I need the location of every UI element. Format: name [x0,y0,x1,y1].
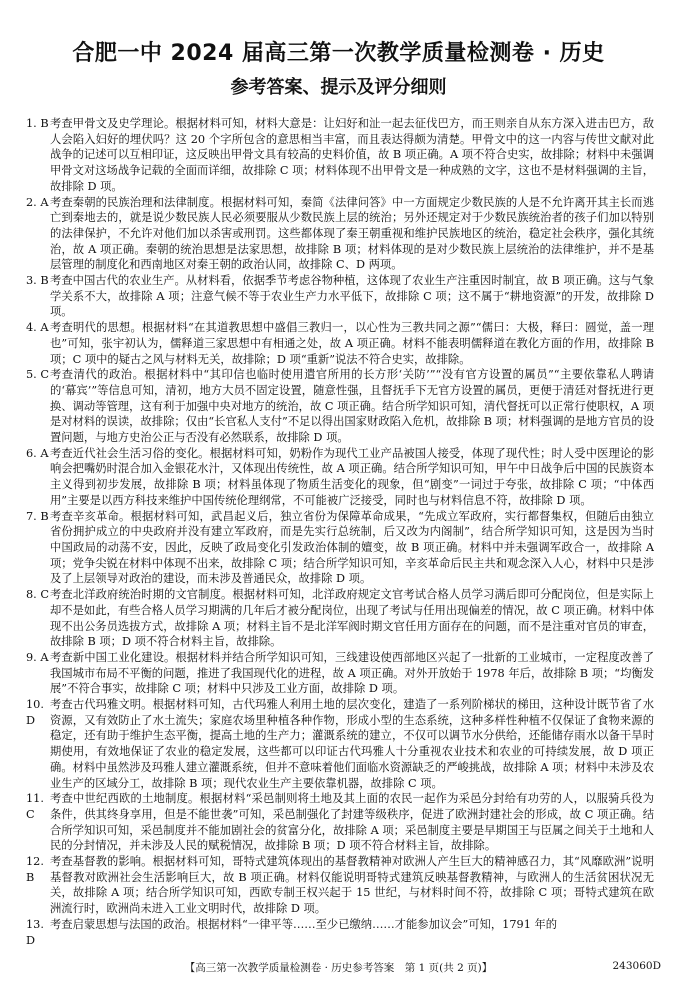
answer-item [26,917,654,946]
answer-number: 11. C [26,792,44,821]
answer-text: 考查甲骨文及史学理论。根据材料可知，材料大意是：让妇好和沚一起去征伐巴方，而王则亲自从东方深入进击巴方，敌人会陷入妇好的埋伏吗？这 20 个字所包含的意思相当丰富，而且表达得颇为清楚。甲骨文中的这一内容与传世文献对此战争的记述可以互相印证，这反映出甲骨文具有较高的史料价值，故 B 项正确。A 项不符合史实，故排除；材料中未强调甲骨文对这场战争记载的全面而详细，故排除 C 项；材料体现不出甲骨文是一种成熟的文字，这也不是材料强调的主旨，故排除 D 项。 [50,117,654,193]
answer-number: 12. B [26,855,44,884]
answer-item [26,320,654,367]
answer-number: 4. A [26,321,49,335]
answer-item [26,116,654,195]
answer-number: 8. C [26,588,50,602]
answer-number: 13. D [26,917,44,946]
answer-text: 考查中世纪西欧的土地制度。根据材料“采邑制则将土地及其上面的农民一起作为采邑分封给有功劳的人，以服骑兵役为条件，供其终身享用，但是不能世袭”可知，采邑制强化了封建等级秩序，促进了欧洲封建社会的形成，故 C 项正确。结合所学知识可知，采邑制度并不能加剧社会的贫富分化，故排除 A 项；采邑制度主要是早期国王与臣属之间关于土地和人民的分封情况，并未涉及人民的赋税情况，故排除 B 项；D 项不符合材料主旨，故排除。 [50,792,654,853]
page-subtitle: 参考答案、提示及评分细则 [230,77,447,98]
answer-number: 9. A [26,650,49,664]
answer-number: 5. C [26,368,50,382]
answer-text: 考查辛亥革命。根据材料可知，武昌起义后，独立省份为保障革命成果，“先成立军政府，实行都督集权，但随后由独立省份拥护成立的中央政府并没有建立军政府，而是先实行总统制，后又改为内阁制”，结合所学知识可知，这是因为当时中国政局的动荡不安，因此，反映了政局变化引发政治体制的嬗变，故 B 项正确。材料中并未强调军政合一，故排除 A 项；党争尖锐在材料中体现不出来，故排除 C 项；结合所学知识可知，辛亥革命后民主共和观念深入人心，材料中只是涉及了上层领导对政治的建设，而未涉及普通民众，故排除 D 项。 [50,509,654,586]
answer-item [26,650,654,697]
footer-code: 243060D [612,960,661,972]
answer-text: 考查启蒙思想与法国的政治。根据材料“一律平等……至少已缴纳……才能参加议会”可知，1791 年的 [50,917,558,931]
answer-item [26,273,654,320]
answer-text: 考查明代的思想。根据材料“在其道教思想中盛倡三教归一，以心性为三教共同之源”“儒曰：大极，释曰：圆觉，盖一理也”可知，张宇初认为，儒释道三家思想中有相通之处，故 A 项正确。材料不能表明儒释道在教化方面的作用，故排除 B 项；C 项中的疑古之风与材料无关，故排除；D 项“重新”说法不符合史实，故排除。 [50,321,654,366]
answer-item [26,195,654,274]
answer-list [26,116,654,946]
answer-number: 3. B [26,274,49,288]
answer-item [26,587,654,650]
answer-text: 考查近代社会生活习俗的变化。根据材料可知，奶粉作为现代工业产品被国人接受，体现了现代性；时人受中医理论的影响会把嘴奶时混合加入金银花水汁，又体现出传统性，故 A 项正确。结合所学知识可知，甲午中日战争后中国的民族资本主义得到初步发展，故排除 B 项；材料虽体现了物质生活变化的现象，但“剧变”一词过于夸张，故排除 C 项；“中体西用”主要是以西方科技来维护中国传统伦理纲常，不可能被广泛接受，同时也与材料信息不符，故排除 D 项。 [50,446,654,507]
answer-item [26,509,654,588]
answer-text: 考查秦朝的民族治理和法律制度。根据材料可知，秦简《法律问答》中一方面规定少数民族的人是不允许离开其主长而逃亡到秦地去的，就是说少数民族人民必须要服从少数民族上层的统治；另外还规定对于少数民族统治者的孩子们加以特别的法律保护，不允许对他们加以杀害或刑罚。这些都体现了秦王朝重视和维护民族地区的统治，稳定社会秩序，强化其统治，故 A 项正确。秦朝的统治思想是法家思想，故排除 B 项；材料体现的是对少数民族上层统治的法律维护，并不是基层管理的制度化和西南地区对秦王朝的政治认同，故排除 C、D 两项。 [50,195,654,272]
answer-number: 10. D [26,698,44,727]
footer-label: 【高三第一次教学质量检测卷 · 历史参考答案 第 1 页(共 2 页)】 [184,962,493,974]
answer-item [26,791,654,854]
answer-item [26,367,654,446]
answer-number: 7. B [26,509,49,523]
answer-item [26,854,654,917]
answer-text: 考查基督教的影响。根据材料可知，哥特式建筑体现出的基督教精神对欧洲人产生巨大的精神感召力，其“风靡欧洲”说明基督教对欧洲社会生活影响巨大，故 B 项正确。材料仅能说明哥特式建筑反映基督教精神，与欧洲人的生活贫困状况无关，故排除 A 项；结合所学知识可知，西欧专制王权兴起于 15 世纪，与材料时间不符，故排除 C 项；哥特式建筑在欧洲流行时，欧洲尚未进入工业文明时代，故排除 D 项。 [50,855,654,916]
answer-text: 考查中国古代的农业生产。从材料看，依据季节考虑谷物种植，这体现了农业生产注重因时制宜，故 B 项正确。这与气象学关系不大，故排除 A 项；注意气候不等于农业生产力水平低下，故排除 C 项；这不属于“耕地资源”的开发，故排除 D 项。 [50,274,654,319]
answer-number: 2. A [26,195,49,209]
answer-text: 考查新中国工业化建设。根据材料并结合所学知识可知，三线建设使西部地区兴起了一批新的工业城市，一定程度改善了我国城市布局不平衡的问题，推进了我国现代化的进程，故 A 项正确。对外开放始于 1978 年后，故排除 B 项；“均衡发展”不符合事实，故排除 C 项；材料中只涉及工业方面，故排除 D 项。 [50,650,654,696]
answer-number: 6. A [26,446,49,460]
answer-text: 考查北洋政府统治时期的文官制度。根据材料可知，北洋政府规定文官考试合格人员学习满后即可分配岗位，但是实际上却不是如此，有些合格人员学习期满的几年后才被分配岗位，出现了考试与任用出现偏差的情况，故 C 项正确。材料中体现不出公务员选拔方式，故排除 A 项；材料主旨不是北洋军阀时期文官任用方面存在的问题，而不是注重对官员的审查，故排除 B 项；D 项不符合材料主旨，故排除。 [50,588,654,649]
answer-text: 考查古代玛雅文明。根据材料可知，古代玛雅人利用土地的层次变化，建造了一系列阶梯状的梯田，这种设计既节省了水资源，又有效防止了水土流失；家庭农场里种植各种作物，形成小型的生态系统，这种多样性种植不仅保证了食物来源的稳定，还有助于维护生态平衡，提高土地的生产力；灌溉系统的建立，不仅可以调节水分供给，还能储存雨水以备干旱时期使用，有效地保证了农业的稳定发展，这些都可以印证古代玛雅人十分重视农业技术和农业的可持续发展，故 D 项正确。材料中虽然涉及玛雅人建立灌溉系统，但并不意味着他们面临水资源缺乏的严峻挑战，故排除 A 项；材料中未涉及农业生产的区域分工，故排除 B 项；现代农业生产主要依靠机器，故排除 C 项。 [50,698,654,790]
answer-text: 考查清代的政治。根据材料中“其印信也临时使用遣官所用的长方形‘关防’”“没有官方设置的属员”“主要依靠私人聘请的‘幕宾’”等信息可知，清初，地方大员不固定设置，随意性强，且督抚手下无官方设置的属员，更便于清廷对督抚进行更换、调动等管理，这有利于加强中央对地方的统治，故 C 项正确。结合所学知识可知，清代督抚可以正常行使职权，A 项是对材料的误读，故排除；仅由“长官私人支付”不足以得出国家财政陷入危机，故排除 B 项；材料强调的是地方官员的设置问题，与地方史治公正与否没有必然联系，故排除 D 项。 [50,368,654,445]
answer-item [26,697,654,791]
page-title: 合肥一中 2024 届高三第一次教学质量检测卷 · 历史 [72,41,605,66]
answer-number: 1. B [26,117,49,130]
answer-item [26,446,654,509]
